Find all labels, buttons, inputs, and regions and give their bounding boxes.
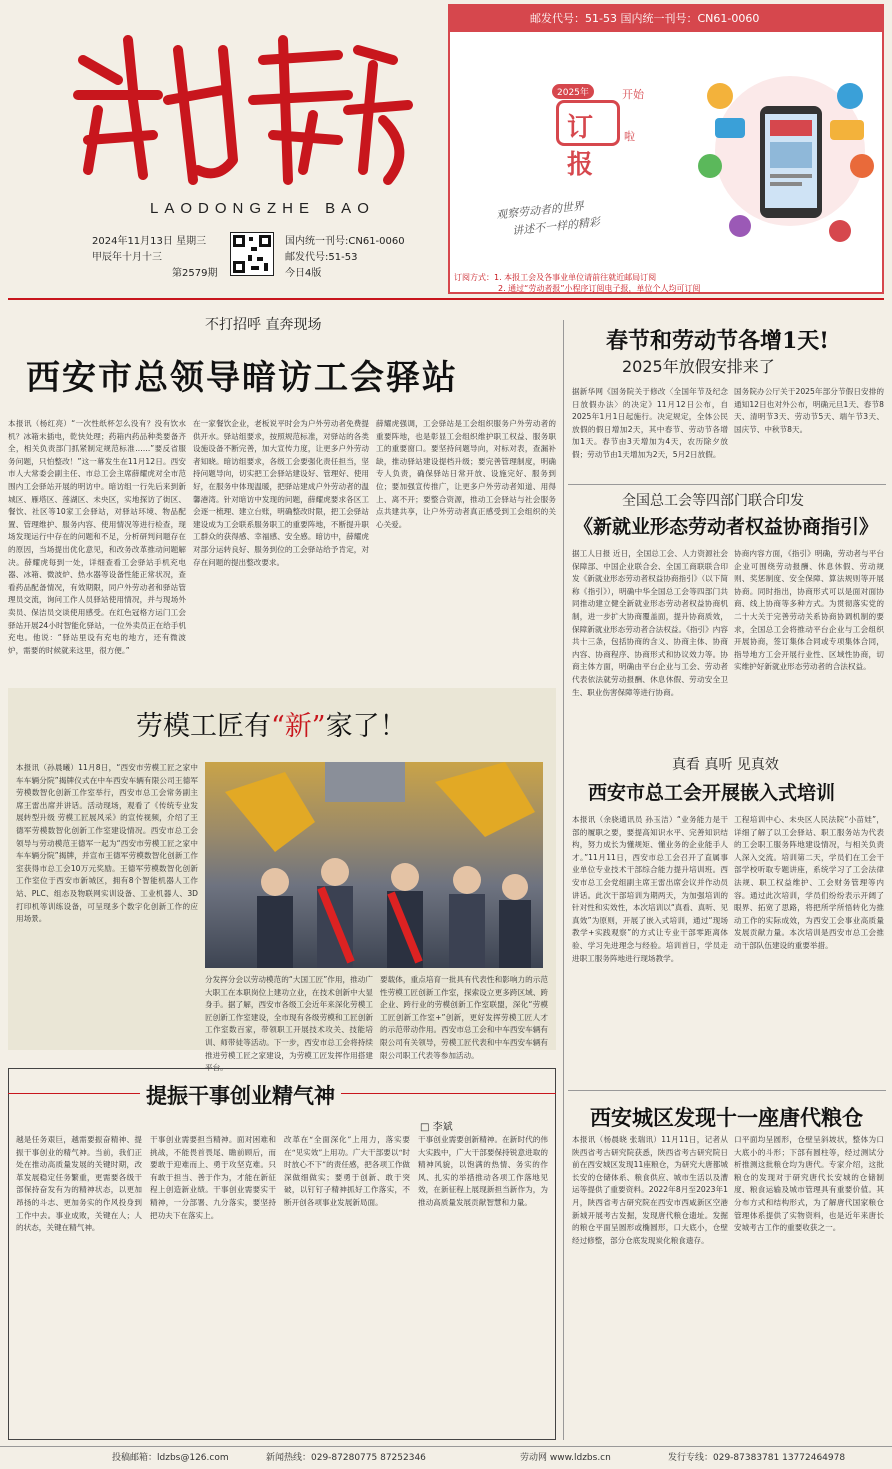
granary-col-1: 本报讯（杨晨晓 张瑞讯）11月11日，记者从陕西省考古研究院获悉，陕西省考古研究院日前在西安城区发现11座粮仓，为研究大唐都城长安的仓储体系、粮食供应、城市生活以及漕运等提供了重要资料。2022年8月至2023年1月，陕西省考古研究院在西安市西咸新区空港新城开展考古发掘，发现唐代粮仓遗址。发掘的粮仓平面呈圆形或椭圆形，口大底小，仓壁经过修整，部分仓底发现炭化粮食遗存。 <box>572 1135 728 1245</box>
masthead-codes <box>285 234 405 282</box>
masthead-date-block <box>92 234 217 282</box>
spring-subtitle: 2025年放假安排来了 <box>622 357 775 376</box>
spirit-author: □ 李斌 <box>420 1122 453 1133</box>
footer-distribution: 发行专线：029-87383781 13772464978 <box>668 1453 846 1463</box>
spirit-col-3: 改革在“全面深化”上用力，落实要在“见实效”上用功。广大干部要以“时时放心不下”的责任感，把各项工作做深做细做实；要勇于创新、敢于突破，以钉钉子精神抓好工作落实，不断开创各项事业发展新局面。 <box>284 1135 410 1207</box>
ad-slogan-1: 观察劳动者的世界 <box>495 199 585 222</box>
divider <box>568 1090 886 1091</box>
subscription-ad[interactable] <box>448 4 884 294</box>
model-title <box>136 704 407 743</box>
ad-badge <box>552 78 672 180</box>
spring-col-2: 国务院办公厅关于2025年部分节假日安排的通知12日也对外公布，明确元旦1天、春节8天、清明节3天、劳动节5天、端午节3天、国庆节、中秋节8天。 <box>734 387 884 434</box>
spirit-title: 提振干事创业精气神 <box>140 1080 341 1110</box>
granary-col-2: 口平面均呈圆形，仓壁呈斜坡状，整体为口大底小的斗形；下部有圆柱等，经过测试分析推测这批粮仓均为唐代。专家介绍，这批粮仓的发现对于研究唐代长安城的仓储制度、粮食运输及城市管理具有重要价值。其分布方式和结构形式，为了解唐代国家粮仓管理体系提供了实物资料，也是近年来唐长安城考古工作的重要收获之一。 <box>734 1135 884 1233</box>
ad-illustration <box>690 56 880 266</box>
training-title: 西安市总工会开展嵌入式培训 <box>588 782 836 804</box>
training-kicker: 真看 真听 见真效 <box>672 757 779 773</box>
model-title-post: 家了！ <box>325 711 407 742</box>
divider <box>568 484 886 485</box>
ad-slogan-2: 讲述不一样的精彩 <box>511 215 601 238</box>
spirit-col-1: 越是任务艰巨，越需要振奋精神、提振干事创业的精气神。当前，我们正处在推动高质量发展的关键时期，改革发展稳定任务繁重，更需要各级干部保持奋发有为的精神状态，以更加昂扬的斗志、更加务实的作风投身到工作中去。事业成败，关键在人；人的状态，关键在精气神。 <box>16 1135 142 1233</box>
ad-subscribe-box <box>556 100 620 180</box>
lead-col-3: 薛耀虎强调，工会驿站是工会组织服务户外劳动者的重要阵地，也是彰显工会组织维护职工权益、服务职工的重要窗口。要坚持问题导向，对标对表，查漏补缺，推动驿站建设提档升级；要完善管理制度，明确专人负责，确保驿站日常开放、设施完好、服务到位；要加强宣传推广，让更多户外劳动者知道、用得上、离不开；要整合资源，推动工会驿站与社会服务点共建共享，让户外劳动者真正感受到工会组织的关心关爱。 <box>376 419 556 529</box>
ad-la: 啦 <box>624 130 635 143</box>
model-col-3: 要载体，重点培育一批具有代表性和影响力的示范性劳模工匠创新工作室，探索设立更多跨区域、跨企业、跨行业的劳模创新工作室联盟，深化“劳模工匠创新工作室+”创新，更好发挥劳模工匠人才的示范带动作用。西安市总工会和中车西安车辆有限公司有关领导，劳模工匠代表和中车西安车辆有限公司职工代表等参加活动。 <box>380 975 548 1060</box>
ad-method-1: 订阅方式：1. 本报工会及各事业单位请前往就近邮局订阅 <box>454 273 657 282</box>
ad-method-2: 2. 通过“劳动者报”小程序订阅电子报，单位个人均可订阅 <box>498 284 701 293</box>
lead-col-1: 本报讯（杨红亮）“一次性纸杯怎么没有？没有饮水机？冰箱未插电，乾快处理；药箱内药品种类要备齐全，相关负责部门抓紧制定规范标准……”要反省服务问题，只怕整改！”这一幕发生在11月12日。西安市人大常委会副主任、市总工会主席薛耀虎对全市范围内工会驿站开展的明访中。暗访组一行先后来到新城区、雁塔区、莲湖区、未央区，实地探访了街区、餐饮、社区等10家工会驿站，对驿站环境、物品配置、管理维护、服务内容、使用情况等进行检查，现场发现运行中存在的问题和不足，分析研判问题存在的原因，当场提出优化意见，和改务改革推动问题解决。薛耀虎每到一处，详细查看工会驿站手机充电器、冰箱、微波炉、热水器等设备性能正常状况，查看药品配备情况，有效期限，同户外劳动者和驿站管理员交流，询问工作人员驿站使用情况，并与现场外卖员、保洁员交谈使用感受。在红色冠格方运门工会驿站开展24小时智能化驿站，一位外卖员正在给手机充电。他说：“驿站里设有充电的地方，还有微波炉，需要的时候就来这里，很方便。” <box>8 419 186 655</box>
training-col-2: 工程培训中心、未央区人民法院“小苗娃”，详细了解了以工会驿站、职工服务站为代表的工会职工服务阵地建设情况，与相关负责人深入交流。培训第二天，学员们在工会干部学校听取专题讲座，系统学习了工会法律法规、职工权益维护、工会财务管理等内容。通过此次培训，学员们纷纷表示开阔了眼界、拓宽了思路，将把所学所悟转化为推动工作的实际成效，为西安工会事业高质量发展贡献力量。本次培训是西安市总工会推动干部队伍建设的重要举措。 <box>734 815 884 950</box>
training-col-1: 本报讯（余骁通讯员 孙玉洁）“业务能力是干部的履职之要，要提高知识水平、完善知识结构，努力成长为懂规矩、懂业务的企业能手人才。”11月11日，西安市总工会召开了直属事业单位专业技术干部综合能力提升培训班。西安市总工会党组副主席王雷出席会议并作动员讲话。此次干部培训为期两天，为加强培训的针对性和实效性，本次培训以“真看、真听、见真效”为原则，开展了嵌入式培训，通过“现场教学+实践观察”的方式让专业干部零距离体验、学习先进理念与经验。培训首日，学员走进职工服务阵地进行现场教学。 <box>572 815 728 963</box>
lead-kicker: 不打招呼 直奔现场 <box>205 317 322 333</box>
footer-site[interactable]: 劳动网 www.ldzbs.cn <box>520 1453 611 1463</box>
column-divider <box>563 320 564 1440</box>
ad-top-bar: 邮发代号：51-53 国内统一刊号：CN61-0060 <box>450 6 882 32</box>
ad-year: 2025年 <box>552 84 594 99</box>
model-photo <box>205 762 543 968</box>
date-line: 2024年11月13日 星期三 <box>92 236 207 247</box>
guide-col-2: 协商内容方面，《指引》明确，劳动者与平台企业可围绕劳动报酬、休息休假、劳动规则、奖惩制度、安全保障、算法规则等开展协商。同时指出，协商形式可以是面对面协商、线上协商等多种方式。为贯彻落实党的二十大关于完善劳动关系协商协调机制的要求，全国总工会将推动平台企业与工会组织开展协商，签订集体合同或专项集体合同，指导地方工会开展行业性、区域性协商，切实维护好新就业形态劳动者的合法权益。 <box>734 549 884 672</box>
pages-today: 今日4版 <box>285 268 322 279</box>
spring-title: 春节和劳动节各增1天! <box>606 328 829 354</box>
footer-email: 投稿邮箱：ldzbs@126.com <box>112 1453 229 1463</box>
footer <box>0 1446 892 1469</box>
masthead-pinyin: LAODONGZHE BAO <box>150 200 375 217</box>
footer-hotline: 新闻热线：029-87280775 87252346 <box>266 1453 426 1463</box>
masthead-logo <box>48 20 418 195</box>
guide-title: 《新就业形态劳动者权益协商指引》 <box>574 516 879 538</box>
model-col-1: 本报讯（孙晨曦）11月8日，“西安市劳模工匠之家中车车辆分院”揭牌仪式在中车西安车辆有限公司王德军劳模数智化创新工作室举行，西安市总工会常务副主席王雷出席并讲话。活动现场，观看了《传统专业发展转型升级 劳模工匠展风采》的宣传视频，介绍了王德军劳模数智化创新工作室建设情况。西安市总工会领导与劳动模范王德军一起为“西安市劳模工匠之家中车车辆分院”揭牌，并宣布王德军劳模数智化创新工作室获得市总工会10万元奖励。王德军劳模数智化创新工作室位于西安市新城区，拥有8个智能机器人工作站、PLC、组态及物联网实训设备、工业机器人、3D打印机等训练设备，可呈现多个数字化创新工作的应用场景。 <box>16 763 198 924</box>
spring-col-1: 据新华网《国务院关于修改〈全国年节及纪念日放假办法〉的决定》11月12日公布，自2025年1月1日起施行。决定规定，全体公民放假的假日增加2天，其中春节、劳动节各增加1天。春节由3天增加为4天，农历除夕放假；劳动节由1天增加为2天，5月2日放假。 <box>572 387 728 459</box>
postal-code: 邮发代号:51-53 <box>285 252 358 263</box>
lead-title: 西安市总领导暗访工会驿站 <box>26 358 458 398</box>
ad-subscribe: 订报 <box>567 113 594 180</box>
qr-code[interactable] <box>230 232 274 276</box>
masthead-divider <box>8 298 884 300</box>
lead-col-2: 在一家餐饮企业，老板说平时会为户外劳动者免费提供开水。驿站组要求，按照规范标准，对驿站的各类设施设备不断完善，加大宣传力度，让更多户外劳动者知晓。暗访组要求，各级工会要强化责任担当，坚持问题导向，切实把工会驿站建设好、管理好、使用好，在服务中体现温暖，把驿站建成户外劳动者的温馨港湾。针对暗访中发现的问题，薛耀虎要求各区工会逐一梳理、建立台账，明确整改时限，把工会驿站建设成为工会联系服务职工的重要阵地，不断提升职工群众的获得感、幸福感、安全感。暗访中，薛耀虎对部分运转良好、服务到位的工会驿站给予肯定，对存在问题的提出整改要求。 <box>193 419 369 567</box>
granary-title: 西安城区发现十一座唐代粮仓 <box>590 1105 863 1130</box>
ad-methods <box>454 272 884 294</box>
model-col-2: 分发挥分会以劳动模范的“大国工匠”作用，推动广大职工在本职岗位上建功立业，在技术创新中大显身手。据了解，西安市各级工会近年来深化劳模工匠创新工作室建设，全市现有各级劳模和工匠创新工作室数百家，带领职工开展技术攻关、技能培训、师带徒等活动。下一步，西安市总工会将持续推进劳模工匠之家建设，为劳模工匠发挥作用搭建平台。 <box>205 975 373 1073</box>
ad-start: 开始 <box>622 88 644 101</box>
model-title-quote: “新” <box>271 711 326 742</box>
cn-code: 国内统一刊号:CN61-0060 <box>285 236 405 247</box>
guide-col-1: 据工人日报 近日，全国总工会、人力资源社会保障部、中国企业联合会、全国工商联联合印发《新就业形态劳动者权益协商指引》（以下简称《指引》），明确中华全国总工会等四部门共同推动建立健全新就业形态劳动者权益协商机制，进一步扩大协商覆盖面，提升协商质效，保障新就业形态劳动者合法权益。《指引》内容共十三条，包括协商的含义、协商主体、协商内容、协商程序、协商形式和协议效力等。协商主体方面，明确由平台企业与工会、劳动者代表依法就劳动报酬、休息休假、劳动安全卫生、职业伤害保障等进行协商。 <box>572 549 728 697</box>
spirit-col-2: 干事创业需要担当精神。面对困难和挑战，不能畏首畏尾、瞻前顾后，而要敢于迎难而上、勇于攻坚克难。只有敢于担当、善于作为，才能在新征程上创造新业绩。干事创业需要实干精神，一分部署、九分落实，要坚持把功夫下在落实上。 <box>150 1135 276 1220</box>
model-title-pre: 劳模工匠有 <box>136 711 271 742</box>
lunar-line: 甲辰年十月十三 <box>92 252 162 263</box>
guide-kicker: 全国总工会等四部门联合印发 <box>622 493 804 509</box>
spirit-col-4: 干事创业需要创新精神。在新时代的伟大实践中，广大干部要保持锐意进取的精神风貌，以饱满的热情、务实的作风、扎实的举措推动各项工作落地见效，在新征程上展现新担当新作为，为推动高质量发展贡献智慧和力量。 <box>418 1135 548 1207</box>
issue-line: 第2579期 <box>172 268 218 279</box>
